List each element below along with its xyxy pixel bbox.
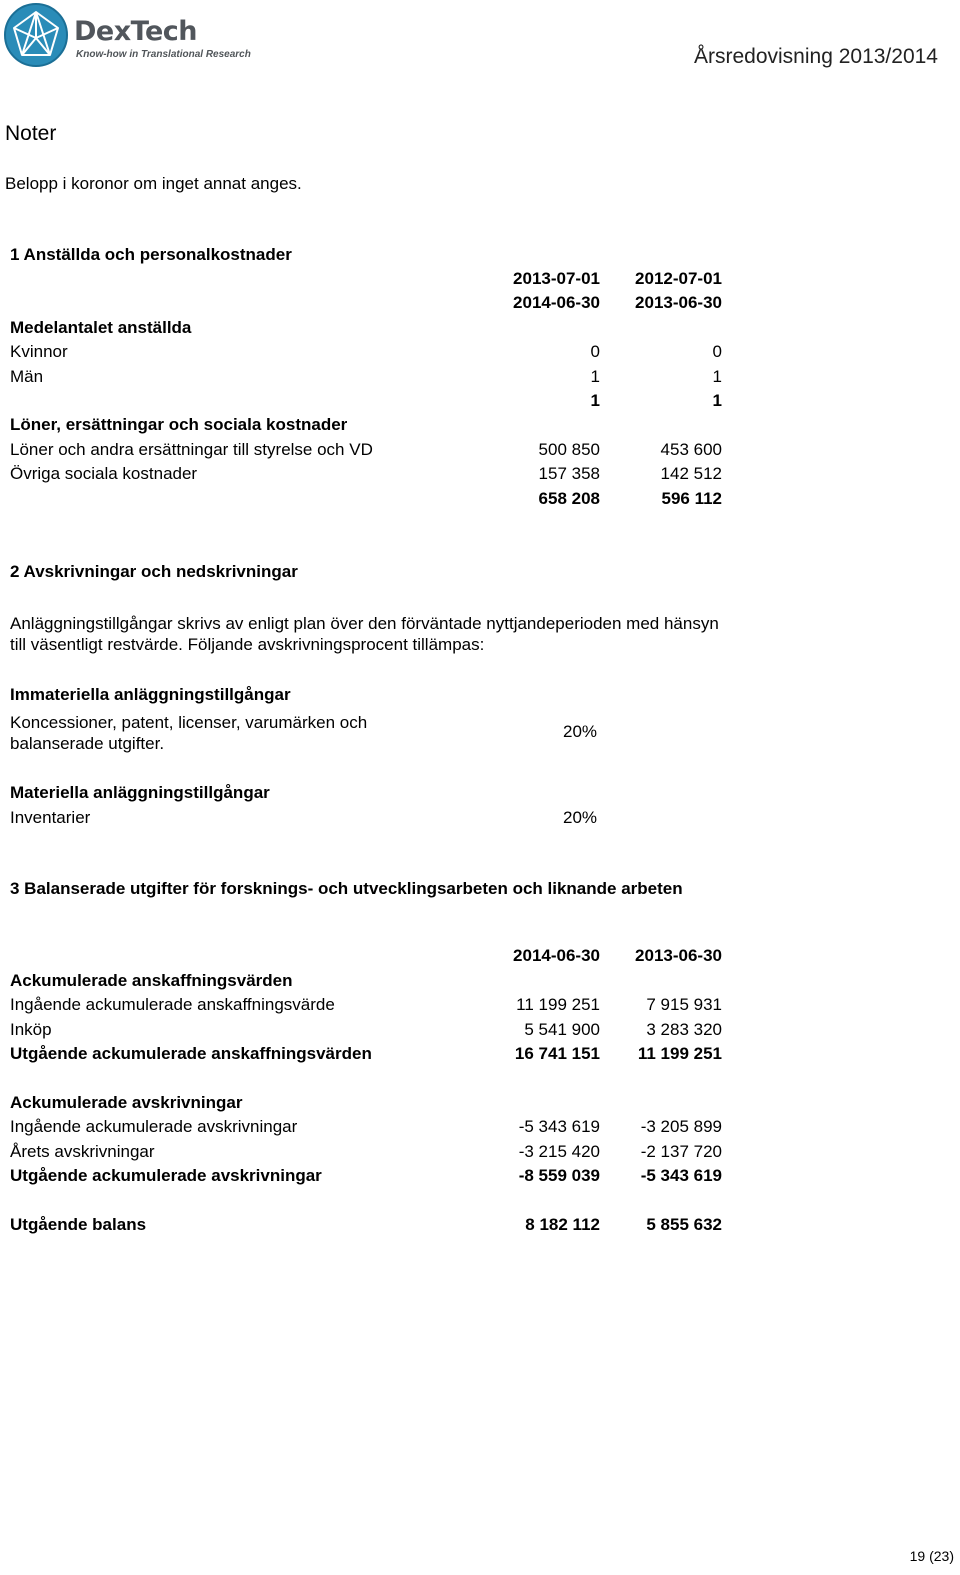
salaries-heading: Löner, ersättningar och sociala kostnader (10, 415, 348, 434)
intangible-pct: 20% (563, 722, 598, 741)
company-logo (4, 3, 251, 67)
note3-heading: 3 Balanserade utgifter för forsknings- och utvecklingsarbeten och liknande arbeten (10, 879, 683, 898)
tangible-heading: Materiella anläggningstillgångar (10, 783, 270, 802)
employees-total-row: 1 1 (590, 391, 722, 410)
intangible-heading: Immateriella anläggningstillgångar (10, 685, 291, 704)
table-row: Ingående ackumulerade avskrivningar -5 343 619 -3 205 899 (10, 1117, 722, 1136)
period2-end: 2013-06-30 (635, 293, 722, 312)
period2-start: 2012-07-01 (635, 269, 722, 288)
note1-heading: 1 Anställda och personalkostnader (10, 245, 292, 264)
table-row: Utgående ackumulerade avskrivningar -8 559 039 -5 343 619 (10, 1166, 722, 1185)
table-row: Ingående ackumulerade anskaffningsvärde 11 199 251 7 915 931 (10, 995, 722, 1014)
page-number: 19 (23) (909, 1548, 954, 1564)
tangible-pct: 20% (563, 808, 598, 827)
logo-name: DexTech (74, 16, 198, 47)
acq-heading: Ackumulerade anskaffningsvärden (10, 971, 293, 990)
table-row: Inköp 5 541 900 3 283 320 (10, 1020, 722, 1039)
note3-date-row: 2014-06-30 2013-06-30 (513, 946, 722, 965)
tangible-label-row: Inventarier (10, 808, 91, 827)
table-row: Löner och andra ersättningar till styrelse och VD 500 850 453 600 (10, 440, 722, 459)
dep-heading: Ackumulerade avskrivningar (10, 1093, 243, 1112)
page-subtitle: Belopp i koronor om inget annat anges. (5, 174, 302, 193)
table-row: Män 1 1 (10, 367, 722, 386)
note2-description: Anläggningstillgångar skrivs av enligt plan över den förväntade nyttjandeperioden med hänsyn till väsentligt restvärde. Följande avskrivningsprocent tillämpas: (10, 614, 719, 654)
intangible-label: Koncessioner, patent, licenser, varumärken och balanserade utgifter. (10, 713, 368, 753)
page-title: Noter (5, 122, 57, 145)
salaries-total-row: 658 208 596 112 (538, 489, 722, 508)
period1-start: 2013-07-01 (513, 269, 600, 288)
table-row: Utgående ackumulerade anskaffningsvärden 16 741 151 11 199 251 (10, 1044, 722, 1063)
report-title: Årsredovisning 2013/2014 (693, 45, 938, 68)
note2-heading: 2 Avskrivningar och nedskrivningar (10, 562, 298, 581)
employees-heading: Medelantalet anställda (10, 318, 192, 337)
balance-row: Utgående balans 8 182 112 5 855 632 (10, 1215, 722, 1234)
note1-period-start-row (10, 268, 722, 290)
table-row: Övriga sociala kostnader 157 358 142 512 (10, 464, 722, 483)
period1-end: 2014-06-30 (513, 293, 600, 312)
logo-tagline: Know-how in Translational Research (76, 49, 251, 60)
table-row: Kvinnor 0 0 (10, 342, 722, 361)
note1-period-end-row (10, 292, 722, 314)
logo-emblem-icon (4, 3, 68, 67)
table-row: Årets avskrivningar -3 215 420 -2 137 720 (10, 1142, 722, 1161)
